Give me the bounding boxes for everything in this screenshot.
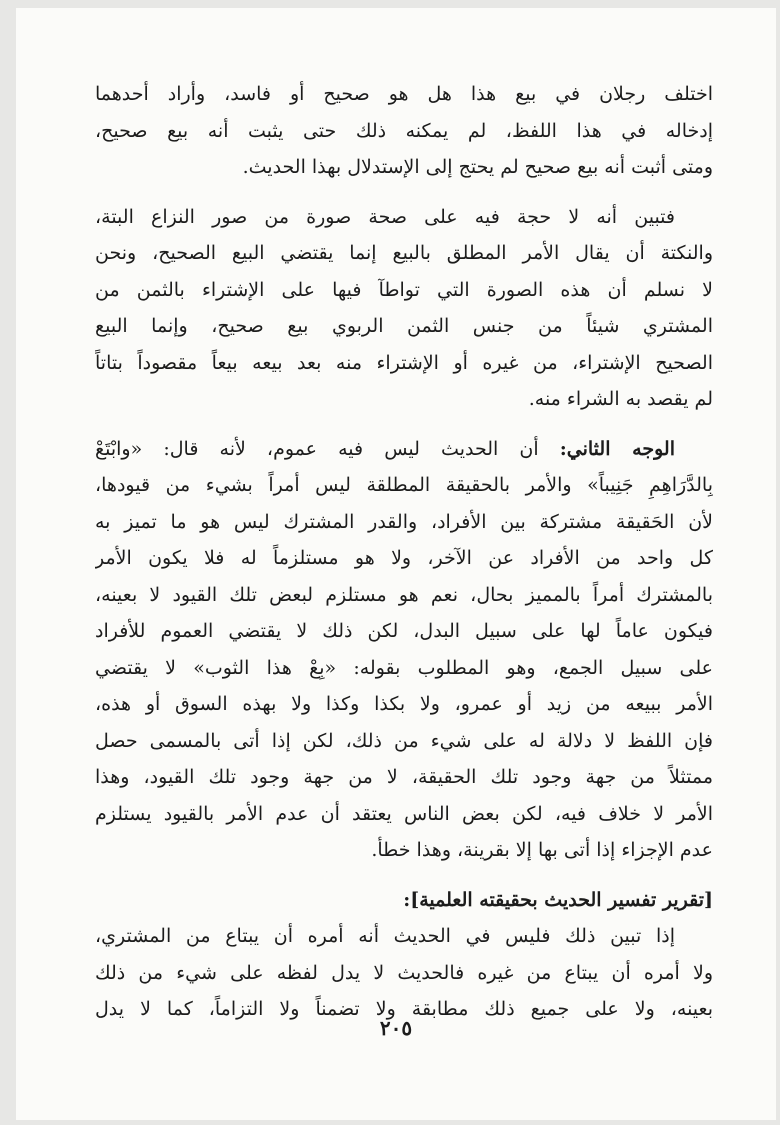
text-line: والنكتة أن يقال الأمر المطلق بالبيع إنما يقتضي البيع الصحيح، ونحن xyxy=(95,242,713,264)
text-line: ومتى أثبت أنه بيع صحيح لم يحتج إلى الإستدلال بهذا الحديث. xyxy=(242,156,713,178)
paragraph-1 xyxy=(95,76,713,186)
book-page xyxy=(16,8,776,1120)
text-line: عدم الإجزاء إذا أتى بها إلا بقرينة، وهذا خطأ. xyxy=(371,839,713,861)
text-line: إدخاله في هذا اللفظ، لم يمكنه ذلك حتى يثبت أنه بيع صحيح، xyxy=(95,119,713,142)
text-line: لم يقصد به الشراء منه. xyxy=(528,388,713,410)
text-line: بِالدَّرَاهِمِ جَنِيباً» والأمر بالحقيقة المطلقة ليس أمراً بشيء من قيودها، xyxy=(95,474,713,496)
section-heading: [تقرير تفسير الحديث بحقيقته العلمية]: xyxy=(403,888,713,911)
text-line: كل واحد من الأفراد عن الآخر، ولا هو مستلزماً له فلا يكون الأمر xyxy=(95,547,713,569)
text-line: لا نسلم أن هذه الصورة التي تواطآ فيها على الإشتراء بالثمن من xyxy=(95,278,713,301)
text-line: فيكون عاماً لها على سبيل البدل، لكن ذلك لا يقتضي العموم للأفراد xyxy=(95,620,713,642)
text-line: إذا تبين ذلك فليس في الحديث أنه أمره أن يبتاع من المشتري، xyxy=(95,925,675,947)
text-line: اختلف رجلان في بيع هذا هل هو صحيح أو فاسد، وأراد أحدهما xyxy=(95,83,713,105)
text-line: ممتثلاً من جهة وجود تلك الحقيقة، لا من جهة وجود تلك القيود، وهذا xyxy=(95,766,713,788)
text-line: الأمر ببيعه من زيد أو عمرو، ولا بكذا وكذا ولا بهذه السوق أو هذه، xyxy=(95,693,713,715)
text-line: الصحيح الإشتراء، من غيره أو الإشتراء منه بعد بيعه بيعاً مقصوداً بتاتاً xyxy=(95,351,713,374)
text-line: بعينه، ولا على جميع ذلك مطابقة ولا تضمناً ولا التزاماً، كما لا يدل xyxy=(95,998,713,1020)
paragraph-3 xyxy=(95,431,713,869)
text-line: ولا أمره أن يبتاع من غيره فالحديث لا يدل لفظه على شيء من ذلك xyxy=(95,961,713,984)
page-number: ٢٠٥ xyxy=(379,1016,413,1040)
paragraph-2 xyxy=(95,199,713,418)
text-line: فإن اللفظ لا دلالة له على شيء من ذلك، لكن إذا أتى بالمسمى حصل xyxy=(95,729,713,752)
paragraph-4 xyxy=(95,918,713,1028)
text-segment: أن الحديث ليس فيه عموم، لأنه قال: «وابْتَعْ xyxy=(95,437,560,460)
text-line: فتبين أنه لا حجة فيه على صحة صورة من صور النزاع البتة، xyxy=(95,205,675,228)
text-line: بالمشترك أمراً بالمميز بحال، نعم هو مستلزم لبعض تلك القيود لا بعينه، xyxy=(95,583,713,606)
page-content xyxy=(95,76,713,1028)
text-line xyxy=(95,431,713,468)
text-line: على سبيل الجمع، وهو المطلوب بقوله: «بِعْ هذا الثوب» لا يقتضي xyxy=(95,656,713,679)
text-line: المشتري شيئاً من جنس الثمن الربوي بيع صحيح، وإنما البيع xyxy=(95,315,713,337)
text-line: الأمر لا خلاف فيه، لكن بعض الناس يعتقد أن عدم الأمر بالقيود يستلزم xyxy=(95,802,713,825)
text-line: لأن الحَقيقة مشتركة بين الأفراد، والقدر المشترك ليس هو ما تميز به xyxy=(95,510,713,533)
section-lead: الوجه الثاني: xyxy=(559,437,675,460)
